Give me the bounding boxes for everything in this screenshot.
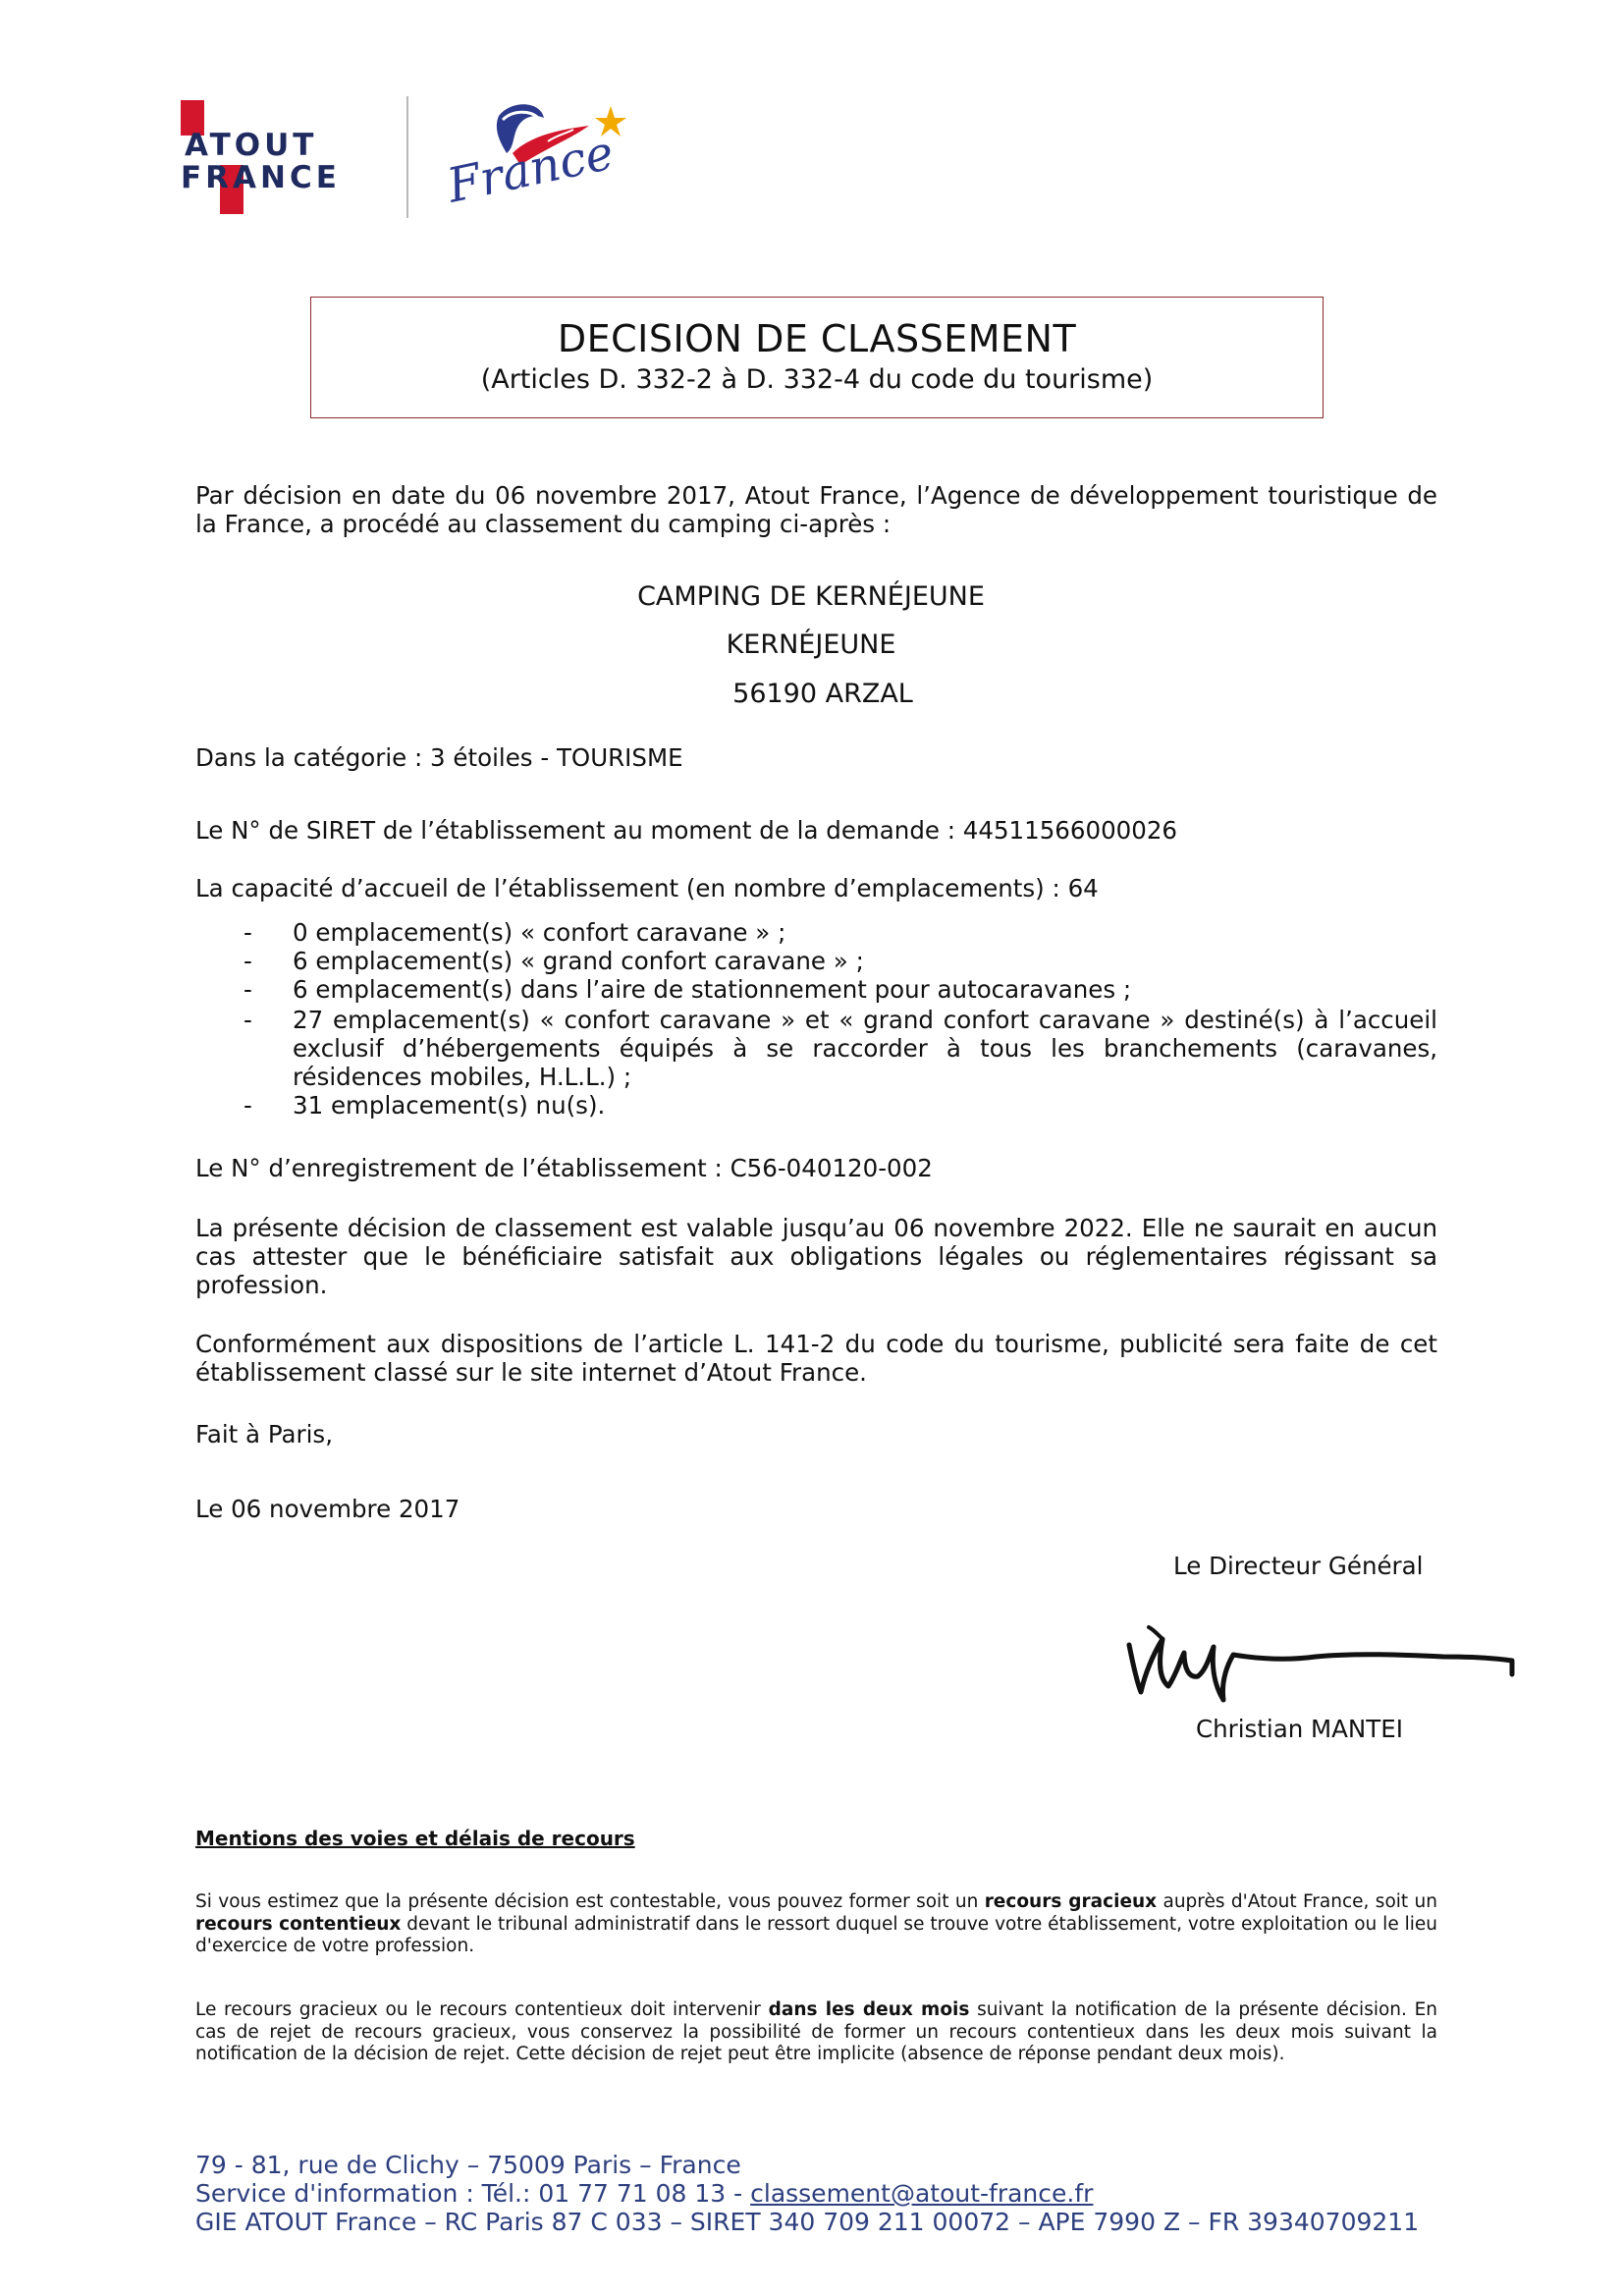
handwritten-signature xyxy=(1119,1606,1522,1714)
date-line: Le 06 novembre 2017 xyxy=(195,1495,460,1523)
appeals-p2-text: Le recours gracieux ou le recours contentieux doit intervenir xyxy=(195,1999,769,2020)
atout-france-logo xyxy=(181,98,367,216)
appeals-p2-bold: dans les deux mois xyxy=(768,1999,970,2020)
pitch-text: 6 emplacement(s) dans l’aire de stationnement pour autocaravanes ; xyxy=(293,975,1132,1004)
signatory-title: Le Directeur Général xyxy=(1173,1552,1424,1580)
pitch-text: 27 emplacement(s) « confort caravane » et « grand confort caravane » destiné(s) à l’accueil exclusif d’hébergements équipés à se raccorder à tous les branchements (caravanes, résidences mobiles, H.L.L.) ; xyxy=(293,1006,1437,1091)
intro-paragraph: Par décision en date du 06 novembre 2017, Atout France, l’Agence de développement touristique de la France, a procédé au classement du camping ci-après : xyxy=(195,481,1437,538)
footer-service-line xyxy=(195,2179,1093,2208)
list-dash: - xyxy=(243,1091,252,1120)
document-subtitle: (Articles D. 332-2 à D. 332-4 du code du tourisme) xyxy=(480,364,1154,395)
appeals-p2-text: suivant la notification de la présente décision. En cas de rejet de recours gracieux, vous conservez la possibilité de former un recours contentieux dans les deux mois suivant la notification de la décision de rejet. Cette décision de rejet peut être implicite (absence de réponse pendant deux mois). xyxy=(195,1999,1437,2064)
place-line: Fait à Paris, xyxy=(195,1420,333,1449)
list-dash: - xyxy=(243,1006,252,1034)
appeals-p1-bold: recours gracieux xyxy=(984,1891,1158,1912)
registration-line: Le N° d’enregistrement de l’établissement : C56-040120-002 xyxy=(195,1154,933,1182)
france-brand-logo xyxy=(442,96,648,218)
atout-logo-line1: ATOUT xyxy=(185,128,318,163)
establishment-postal: 56190 ARZAL xyxy=(732,679,913,709)
validity-paragraph: La présente décision de classement est valable jusqu’au 06 novembre 2022. Elle ne saurait en aucun cas attester que le bénéficiaire satisfait aux obligations légales ou réglementaires régissant sa profession. xyxy=(195,1214,1437,1299)
appeals-p1-bold: recours contentieux xyxy=(195,1913,402,1935)
footer-email-link[interactable]: classement@atout-france.fr xyxy=(750,2179,1094,2208)
appeals-heading: Mentions des voies et délais de recours xyxy=(195,1827,635,1850)
footer-legal-line: GIE ATOUT France – RC Paris 87 C 033 – SIRET 340 709 211 00072 – APE 7990 Z – FR 39340709211 xyxy=(195,2208,1420,2236)
establishment-place: KERNÉJEUNE xyxy=(726,629,896,660)
footer-address: 79 - 81, rue de Clichy – 75009 Paris – France xyxy=(195,2151,741,2179)
document-title: DECISION DE CLASSEMENT xyxy=(557,317,1077,360)
appeals-paragraph-1 xyxy=(195,1891,1437,1958)
appeals-p1-text: devant le tribunal administratif dans le ressort duquel se trouve votre établissement, votre exploitation ou le lieu d'exercice de votre profession. xyxy=(195,1913,1437,1956)
france-logo-wordmark: France xyxy=(442,125,619,214)
title-box xyxy=(310,297,1324,418)
appeals-p1-text: auprès d'Atout France, soit un xyxy=(1157,1891,1437,1912)
siret-line: Le N° de SIRET de l’établissement au moment de la demande : 44511566000026 xyxy=(195,816,1178,845)
pitch-text: 6 emplacement(s) « grand confort caravane » ; xyxy=(293,947,864,975)
atout-logo-line2: FRANCE xyxy=(181,160,341,195)
publicity-paragraph: Conformément aux dispositions de l’article L. 141-2 du code du tourisme, publicité sera faite de cet établissement classé sur le site internet d’Atout France. xyxy=(195,1330,1437,1387)
signatory-name: Christian MANTEI xyxy=(1196,1715,1403,1743)
logo-divider xyxy=(406,96,408,218)
list-dash: - xyxy=(243,947,252,975)
appeals-p1-text: Si vous estimez que la présente décision est contestable, vous pouvez former soit un xyxy=(195,1891,985,1912)
pitch-text: 31 emplacement(s) nu(s). xyxy=(293,1091,606,1120)
footer-service-label: Service d'information : Tél.: 01 77 71 08 13 - xyxy=(195,2179,751,2208)
list-dash: - xyxy=(243,918,252,947)
list-dash: - xyxy=(243,975,252,1004)
pitch-text: 0 emplacement(s) « confort caravane » ; xyxy=(293,918,786,947)
establishment-name: CAMPING DE KERNÉJEUNE xyxy=(637,581,985,612)
category-line: Dans la catégorie : 3 étoiles - TOURISME xyxy=(195,743,683,772)
capacity-line: La capacité d’accueil de l’établissement (en nombre d’emplacements) : 64 xyxy=(195,874,1099,902)
appeals-paragraph-2 xyxy=(195,1999,1437,2066)
